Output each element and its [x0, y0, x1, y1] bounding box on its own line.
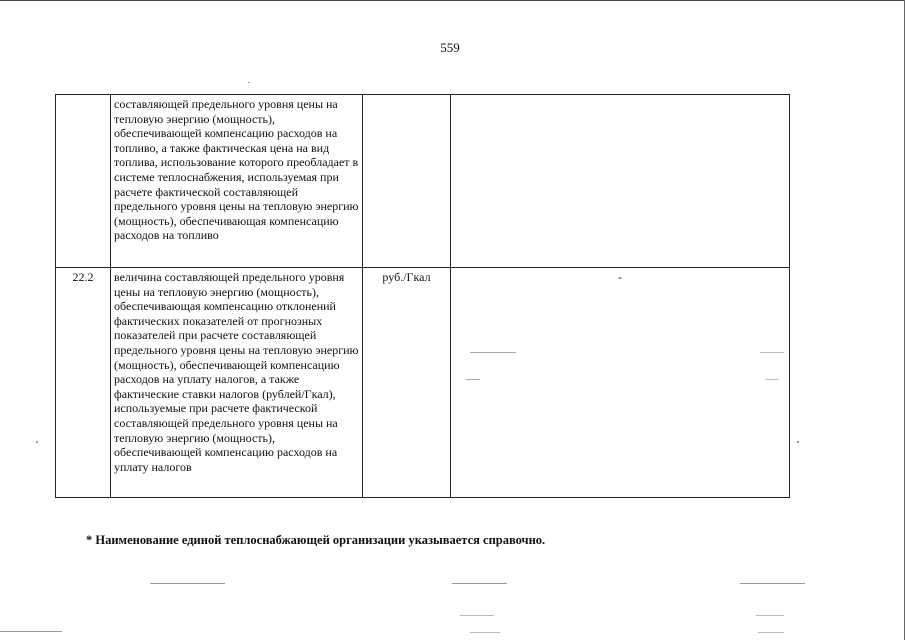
scan-artifact [36, 441, 38, 443]
scan-artifact [460, 615, 494, 616]
row-number-cell [56, 95, 111, 268]
scan-border-top [0, 0, 905, 1]
row-number-cell: 22.2 [56, 268, 111, 498]
scan-artifact [760, 352, 784, 353]
scan-artifact [765, 379, 779, 380]
scan-artifact [470, 632, 500, 633]
scan-artifact [740, 583, 805, 584]
row-unit-cell: руб./Гкал [363, 268, 451, 498]
page-number: 559 [440, 40, 460, 55]
scan-artifact [756, 615, 784, 616]
scan-artifact [452, 583, 507, 584]
scan-artifact [470, 352, 516, 353]
scan-artifact [248, 82, 250, 83]
footnote: * Наименование единой теплоснабжающей организации указывается справочно. [86, 533, 546, 547]
row-unit-cell [363, 95, 451, 268]
scan-artifact [0, 631, 62, 632]
scan-artifact [150, 583, 225, 584]
row-value-cell: - [451, 268, 790, 498]
scan-artifact [758, 632, 784, 633]
data-table [55, 94, 790, 498]
table-row [56, 95, 790, 268]
scan-artifact [466, 379, 480, 380]
scan-artifact [797, 441, 799, 443]
row-value-cell [451, 95, 790, 268]
row-description-cell: величина составляющей предельного уровня цены на тепловую энергию (мощность), обеспечивающая компенсацию отклонений фактических показателей от прогнозных показателей при расчете составляющей предельного уровня цены на тепловую энергию (мощность), обеспечивающей компенсацию расходов на уплату налогов, а также фактические ставки налогов (рублей/Гкал), используемые при расчете фактической составляющей предельного уровня цены на тепловую энергию (мощность), обеспечивающей компенсацию расходов на уплату налогов [111, 268, 363, 498]
row-description-cell: составляющей предельного уровня цены на тепловую энергию (мощность), обеспечивающей компенсацию расходов на топливо, а также фактическая цена на вид топлива, использование которого преобладает в системе теплоснабжения, используемая при расчете фактической составляющей предельного уровня цены на тепловую энергию (мощность), обеспечивающая компенсацию расходов на топливо [111, 95, 363, 268]
table-row [56, 268, 790, 498]
